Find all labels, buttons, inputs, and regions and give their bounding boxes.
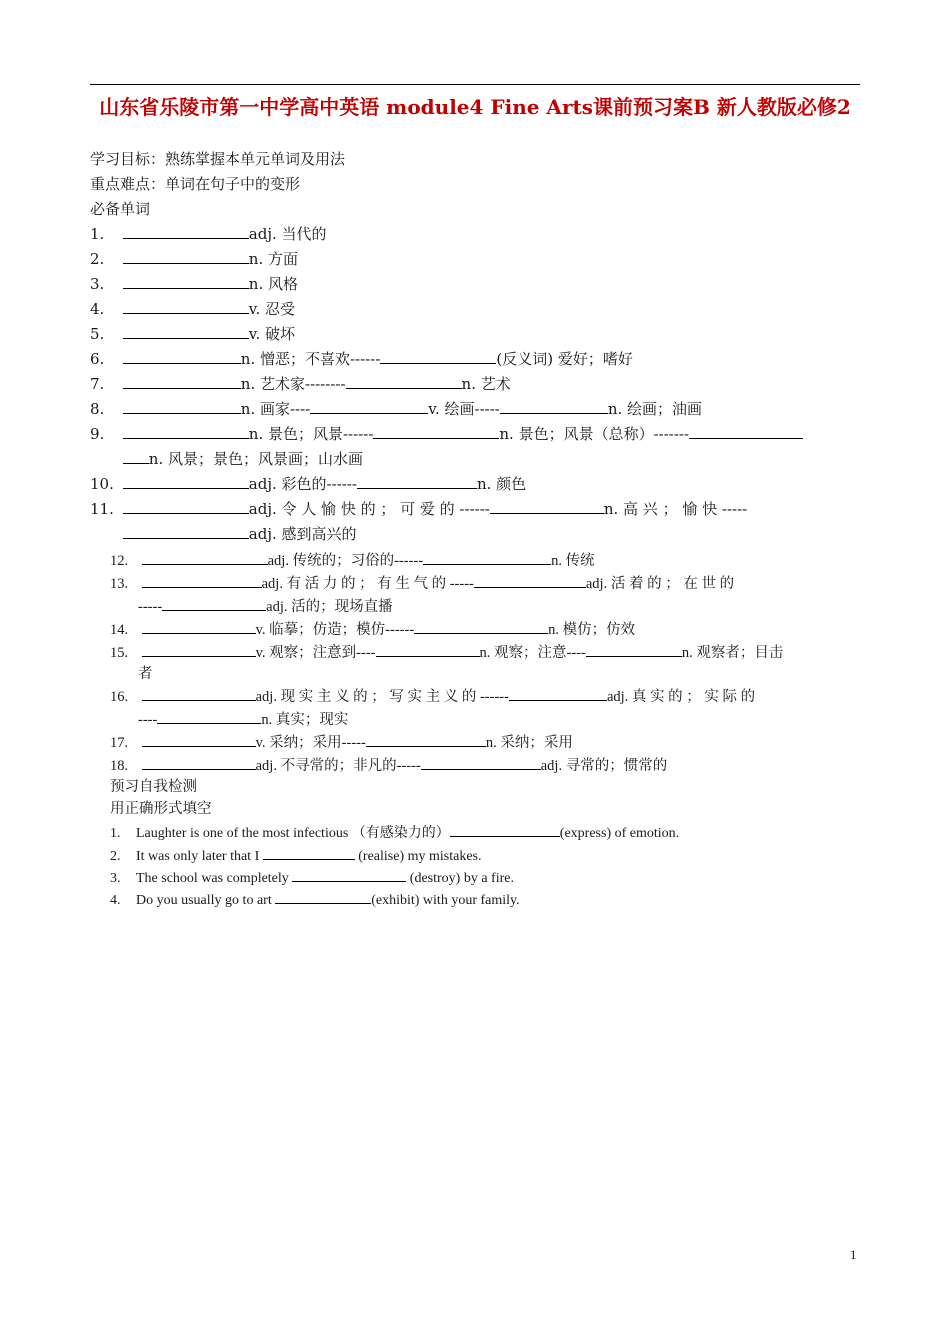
vocab-item-15-cont: 者	[138, 666, 153, 682]
answer-blank[interactable]	[346, 374, 462, 389]
answer-blank[interactable]	[157, 709, 261, 724]
answer-blank[interactable]	[366, 732, 486, 747]
answer-blank[interactable]	[123, 274, 249, 289]
vocab-heading: 必备单词	[90, 200, 151, 218]
answer-blank[interactable]	[450, 822, 560, 837]
vocab-item-13: 13. adj. 有 活 力 的 ； 有 生 气 的 ----- adj. 活 着 的 ； 在 世 的	[110, 573, 734, 594]
answer-blank[interactable]	[421, 755, 541, 770]
vocab-item-5: 5. v. 破坏	[90, 325, 296, 343]
answer-blank[interactable]	[142, 642, 256, 657]
page-number: 1	[850, 1247, 857, 1262]
answer-blank[interactable]	[689, 424, 803, 439]
vocab-item-7: 7. n. 艺术家-------- n. 艺术	[90, 375, 511, 393]
answer-blank[interactable]	[123, 449, 149, 464]
answer-blank[interactable]	[414, 619, 548, 634]
answer-blank[interactable]	[123, 524, 249, 539]
answer-blank[interactable]	[373, 424, 499, 439]
vocab-item-2: 2. n. 方面	[90, 250, 298, 268]
answer-blank[interactable]	[123, 499, 249, 514]
vocab-item-10: 10. adj. 彩色的------ n. 颜色	[90, 475, 527, 493]
vocab-item-1: 1. adj. 当代的	[90, 225, 327, 243]
answer-blank[interactable]	[376, 642, 480, 657]
answer-blank[interactable]	[586, 642, 682, 657]
answer-blank[interactable]	[142, 573, 262, 588]
vocab-item-8: 8. n. 画家---- v. 绘画----- n. 绘画；油画	[90, 400, 703, 418]
answer-blank[interactable]	[292, 867, 406, 882]
exercise-2: 2. It was only later that I (realise) my mistakes.	[110, 845, 482, 867]
vocab-item-3: 3. n. 风格	[90, 275, 298, 293]
answer-blank[interactable]	[123, 424, 249, 439]
answer-blank[interactable]	[142, 755, 256, 770]
answer-blank[interactable]	[142, 686, 256, 701]
vocab-item-14: 14. v. 临摹；仿造；模仿------ n. 模仿；仿效	[110, 619, 635, 640]
vocab-item-18: 18. adj. 不寻常的；非凡的----- adj. 寻常的；惯常的	[110, 755, 667, 776]
answer-blank[interactable]	[123, 474, 249, 489]
vocab-item-6: 6. n. 憎恶；不喜欢------ (反义词) 爱好；嗜好	[90, 350, 633, 368]
answer-blank[interactable]	[123, 324, 249, 339]
answer-blank[interactable]	[142, 619, 256, 634]
vocab-item-16-cont: ---- n. 真实；现实	[110, 709, 348, 730]
answer-blank[interactable]	[123, 249, 249, 264]
answer-blank[interactable]	[142, 550, 268, 565]
answer-blank[interactable]	[474, 573, 586, 588]
check-heading: 预习自我检测	[110, 779, 197, 795]
answer-blank[interactable]	[142, 732, 256, 747]
answer-blank[interactable]	[509, 686, 607, 701]
key-point: 重点难点：单词在句子中的变形	[90, 175, 301, 193]
exercise-3: 3. The school was completely (destroy) by a fire.	[110, 867, 514, 889]
answer-blank[interactable]	[123, 374, 241, 389]
answer-blank[interactable]	[123, 349, 241, 364]
vocab-item-11: 11. adj. 令 人 愉 快 的 ； 可 爱 的 ------ n. 高 兴 ； 愉 快 -----	[90, 500, 748, 518]
answer-blank[interactable]	[490, 499, 604, 514]
answer-blank[interactable]	[263, 845, 355, 860]
page-title: 山东省乐陵市第一中学高中英语 module4 Fine Arts课前预习案B 新人教版必修2	[99, 95, 851, 119]
answer-blank[interactable]	[423, 550, 551, 565]
answer-blank[interactable]	[275, 889, 371, 904]
answer-blank[interactable]	[500, 399, 608, 414]
objective: 学习目标：熟练掌握本单元单词及用法	[90, 150, 346, 168]
vocab-item-9: 9. n. 景色；风景------ n. 景色；风景（总称）-------	[90, 424, 803, 444]
vocab-item-17: 17. v. 采纳；采用----- n. 采纳；采用	[110, 732, 573, 753]
vocab-item-4: 4. v. 忍受	[90, 300, 296, 318]
answer-blank[interactable]	[162, 596, 266, 611]
vocab-item-12: 12. adj. 传统的；习俗的------ n. 传统	[110, 550, 595, 571]
exercise-1: 1. Laughter is one of the most infectious （有感染力的） (express) of emotion.	[110, 822, 679, 844]
vocab-item-16: 16. adj. 现 实 主 义 的 ； 写 实 主 义 的 ------ adj. 真 实 的 ； 实 际 的	[110, 686, 755, 707]
answer-blank[interactable]	[380, 349, 496, 364]
vocab-item-15: 15. v. 观察；注意到---- n. 观察；注意---- n. 观察者；目击	[110, 642, 783, 663]
vocab-item-11-cont: adj. 感到高兴的	[90, 524, 357, 544]
answer-blank[interactable]	[123, 399, 241, 414]
vocab-item-9-cont: n. 风景；景色；风景画；山水画	[90, 449, 363, 469]
answer-blank[interactable]	[310, 399, 428, 414]
answer-blank[interactable]	[123, 299, 249, 314]
exercise-4: 4. Do you usually go to art (exhibit) with your family.	[110, 889, 520, 911]
vocab-item-13-cont: ----- adj. 活的；现场直播	[110, 596, 393, 617]
answer-blank[interactable]	[357, 474, 477, 489]
answer-blank[interactable]	[123, 224, 249, 239]
header-rule	[90, 84, 860, 85]
fill-heading: 用正确形式填空	[110, 801, 212, 817]
